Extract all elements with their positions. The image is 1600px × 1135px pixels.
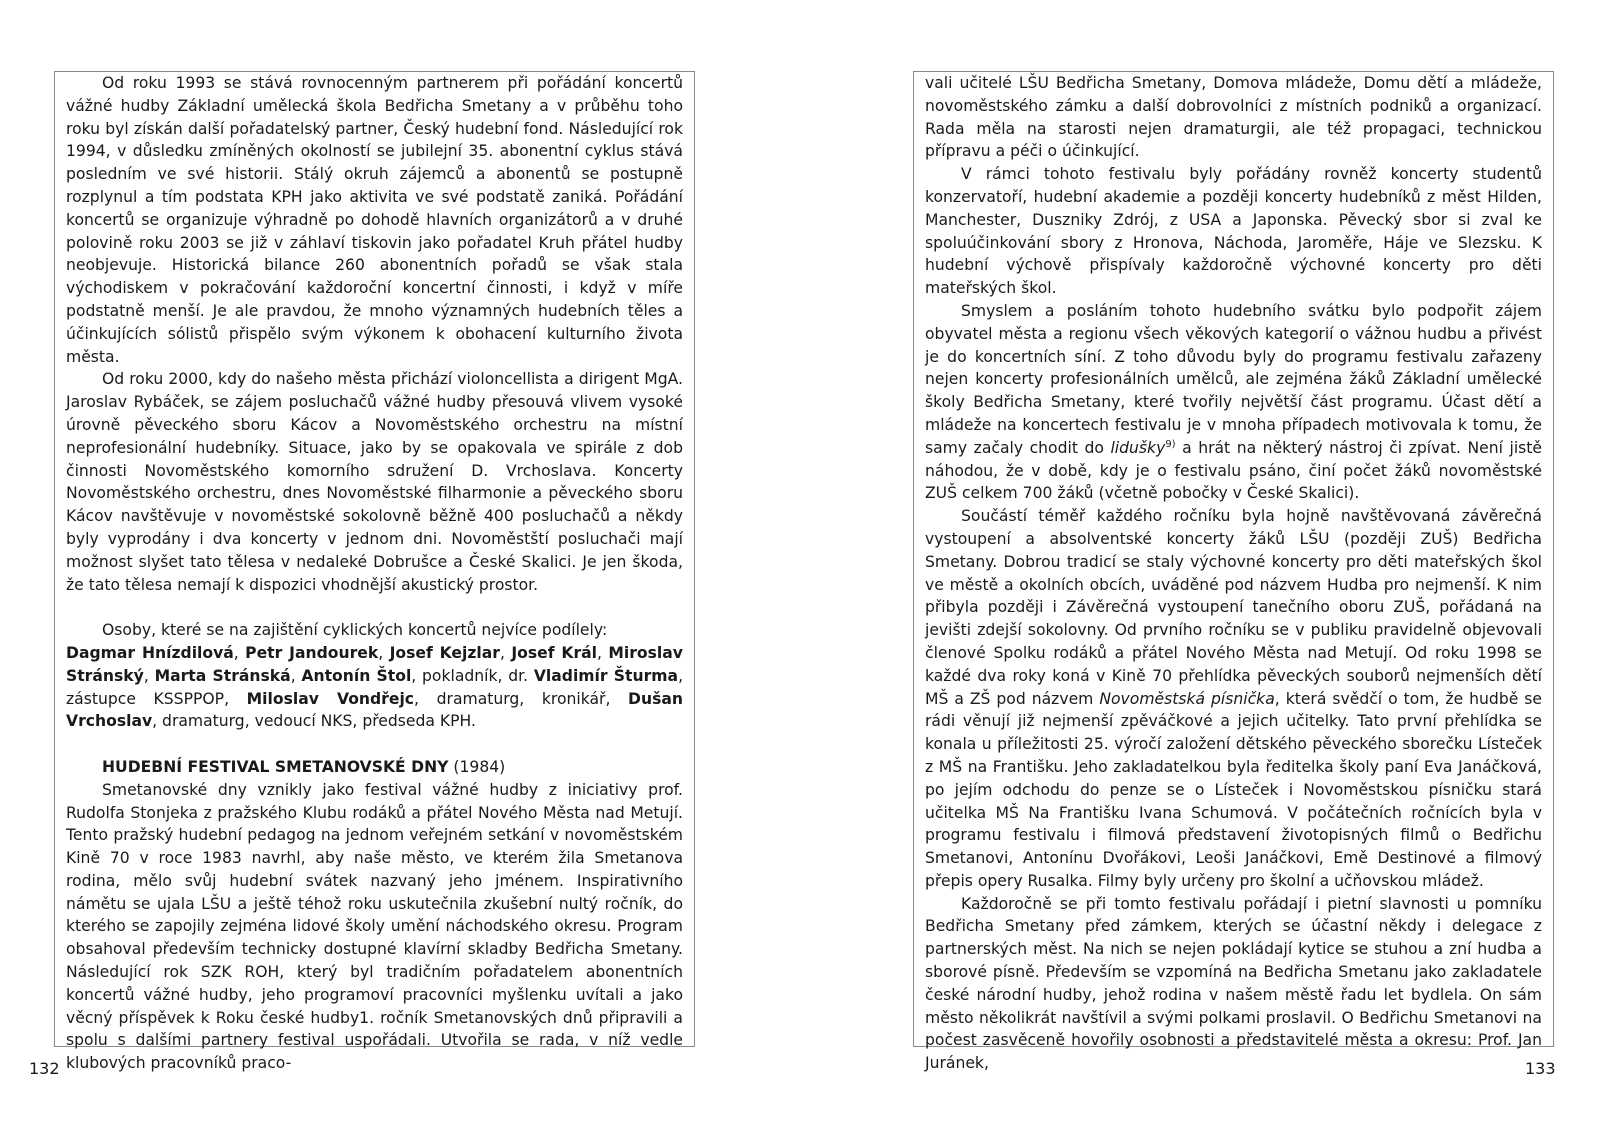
person-role: , dramaturg, vedoucí NKS, předseda KPH. [152, 712, 476, 731]
italic-term: lidušky [1110, 438, 1166, 457]
persons-intro: Osoby, které se na zajištění cyklických koncertů nejvíce podílely: [102, 621, 608, 640]
person-name: Dušan Vrchoslav [66, 689, 683, 731]
paragraph: Každoročně se při tomto festivalu pořádají i pietní slavnosti u pomníku Bedřicha Smetany před zámkem, kterých se účastní někdy i delegace z partnerských měst. Na nich se nejen pokládají kytice se stuhou a zní hudba a sborové písně. Především se vzpomíná na Bedřicha Smetanu jako zakladatele české národní hudby, jehož rodina v našem městě řadu let bydlela. On sám město několikrát navštívil a svými polkami proslavil. O Bedřichu Smetanovi na počest zasvěceně hovořily osobnosti a představitelé města a okresu: Prof. Jan Juránek, [925, 894, 1542, 1073]
person-name: Miroslav Stránský [66, 643, 683, 685]
person-role: , [143, 666, 155, 685]
person-role: , [290, 666, 302, 685]
text-run: Součástí téměř každého ročníku byla hojně navštěvovaná závěrečná vystoupení a absolventské koncerty žáků LŠU (později ZUŠ) Bedřicha Smetany. Dobrou tradicí se staly výchovné koncerty pro děti mateřských škol ve městě a okolních obcích, uváděné pod názvem Hudba pro nejmenší. K nim přibyla později i Závěrečná vystoupení tanečního oboru ZUŠ, pořádaná na jevišti zdejší sokolovny. Od prvního ročníku se v publiku pravidelně objevovali členové Spolku rodáků a přátel Nového Města nad Metují. Od roku 1998 se každé dva roky koná v Kině 70 přehlídka pěveckých souborů nejmenších dětí MŠ a ZŠ pod názvem [925, 507, 1542, 708]
paragraph: vali učitelé LŠU Bedřicha Smetany, Domova mládeže, Domu dětí a mládeže, novoměstského zámku a další dobrovolníci z místních podniků a organizací. Rada měla na starosti nejen dramaturgii, ale též propagaci, technickou přípravu a péči o účinkující. [925, 74, 1542, 161]
page-number-right: 133 [1525, 1059, 1556, 1078]
section-heading-title: HUDEBNÍ FESTIVAL SMETANOVSKÉ DNY [102, 757, 449, 776]
person-name: Marta Stránská [154, 666, 291, 685]
text-run: a hrát na některý nástroj či zpívat. Není jistě náhodou, že v době, kdy je o festivalu psáno, činí počet žáků novoměstské ZUŠ celkem 700 žáků (včetně pobočky v České Skalici). [925, 438, 1542, 503]
left-page-frame [54, 71, 695, 1073]
footnote-ref: 9) [1165, 438, 1176, 450]
page-number-left: 132 [29, 1059, 60, 1078]
person-name: Petr Jandourek [245, 643, 379, 662]
persons-list [66, 642, 683, 733]
paragraph [925, 300, 1542, 505]
person-role: , pokladník, dr. [411, 666, 534, 685]
section-heading [66, 756, 683, 779]
person-name: Dagmar Hnízdilová [66, 643, 234, 662]
paragraph: V rámci tohoto festivalu byly pořádány rovněž koncerty studentů konzervatoří, hudební akademie a později koncerty hudebníků z měst Hilden, Manchester, Duszniky Zdrój, z USA a Japonska. Pěvecký sbor si zval ke spoluúčinkování sbory z Hronova, Náchoda, Jaroměře, Háje ve Slezsku. K hudební výchově přispívaly každoročně výchovné koncerty pro děti mateřských škol. [925, 165, 1542, 298]
person-role: , zástupce KSSPPOP, [66, 666, 684, 708]
person-name: Josef Kejzlar [389, 643, 500, 662]
person-name: Josef Král [511, 643, 598, 662]
text-run: , která svědčí o tom, že hudbě se rádi věnují již nejmenší zpěváčkové a jejich učitelky. Tato první přehlídka se konala u příležitosti 25. výročí založení dětského pěveckého sborečku Lísteček z MŠ na Františku. Jeho zakladatelkou byla ředitelka školy paní Eva Janáčková, po jejím odchodu do penze se o Lísteček i Novoměstskou písničku stará učitelka MŠ Na Františku Ivana Schumová. V počátečních ročnících byla v programu festivalu i filmová představení životopisných filmů o Bedřichu Smetanovi, Antonínu Dvořákovi, Leoši Janáčkovi, Emě Destinové a filmový přepis opery Rusalka. Filmy byly určeny pro školní a učňovskou mládež. [925, 689, 1542, 890]
paragraph: Smetanovské dny vznikly jako festival vážné hudby z iniciativy prof. Rudolfa Stonjeka z pražského Klubu rodáků a přátel Nového Města nad Metují. Tento pražský hudební pedagog na jednom veřejném setkání v novoměstském Kině 70 v roce 1983 navrhl, aby naše město, ve kterém žila Smetanova rodina, mělo svůj hudební svátek nazvaný jeho jménem. Inspirativního námětu se ujala LŠU a ještě téhož roku uskutečnila zkušební nultý ročník, do kterého se zapojily zejména lidové školy umění náchodského okresu. Program obsahoval především technicky dostupné klavírní skladby Bedřicha Smetany. Následující rok SZK ROH, který byl tradičním pořadatelem abonentních koncertů vážné hudby, jeho programoví pracovníci myšlenku uvítali a jako věcný příspěvek k Roku české hudby1. ročník Smetanovských dnů připravili a spolu s dalšími partnery festival uspořádali. Utvořila se rada, v níž vedle klubových pracovníků praco- [66, 780, 683, 1073]
paragraph: Od roku 2000, kdy do našeho města přichází violoncellista a dirigent MgA. Jaroslav Rybáček, se zájem posluchačů vážné hudby přesouvá vlivem vysoké úrovně pěveckého sboru Kácov a Novoměstského orchestru na místní neprofesionální hudebníky. Situace, jako by se opakovala ve spirále z dob činnosti Novoměstského komorního sdružení D. Vrchoslava. Koncerty Novoměstského orchestru, dnes Novoměstské filharmonie a pěveckého sboru Kácov navštěvuje v novoměstské sokolovně běžně 400 posluchačů a někdy byly vyprodány i dva koncerty v jednom dni. Novoměstští posluchači mají možnost slyšet tato tělesa v nedaleké Dobrušce a České Skalici. Je jen škoda, že tato tělesa nemají k dispozici vhodnější akustický prostor. [66, 370, 683, 594]
left-page-text [55, 72, 694, 1073]
paragraph [925, 505, 1542, 893]
person-role: , [499, 643, 512, 662]
text-run: Smyslem a posláním tohoto hudebního svátku bylo podpořit zájem obyvatel města a regionu všech věkových kategorií o vážnou hudbu a přivést je do koncertních síní. Z toho důvodu byly do programu festivalu zařazeny nejen koncerty profesionálních umělců, ale zejména žáků Základní umělecké školy Bedřicha Smetany, které tvořily největší část programu. Účast dětí a mládeže na koncertech festivalu je v mnoha případech motivovala k tomu, že samy začaly chodit do [925, 301, 1542, 457]
person-name: Vladimír Šturma [533, 666, 679, 685]
person-role: , [597, 643, 609, 662]
person-name: Miloslav Vondřejc [246, 689, 415, 708]
italic-term: Novoměstská písnička [1099, 689, 1275, 708]
person-role: , [233, 643, 246, 662]
person-role: , [378, 643, 390, 662]
person-name: Antonín Štol [301, 666, 412, 685]
section-heading-year: (1984) [448, 757, 506, 776]
paragraph: Od roku 1993 se stává rovnocenným partnerem při pořádání koncertů vážné hudby Základní umělecká škola Bedřicha Smetany a v průběhu toho roku byl získán další pořadatelský partner, Český hudební fond. Následující rok 1994, v důsledku zmíněných okolností se jubilejní 35. abonentní cyklus stává posledním ve své historii. Stálý okruh zájemců a abonentů se postupně rozplynul a tím podstata KPH jako aktivita ve své podstatě zaniká. Pořádání koncertů se organizuje výhradně po dohodě hlavních organizátorů a v druhé polovině roku 2003 se již v záhlaví tiskovin jako pořadatel Kruh přátel hudby neobjevuje. Historická bilance 260 abonentních pořadů se však stala východiskem v pokračování každoroční koncertní činnosti, i když v míře podstatně menší. Je ale pravdou, že mnoho významných hudebních těles a účinkujících sólistů přispělo svým výkonem k obohacení kulturního života města. [66, 74, 683, 366]
person-role: , dramaturg, kronikář, [414, 689, 629, 708]
